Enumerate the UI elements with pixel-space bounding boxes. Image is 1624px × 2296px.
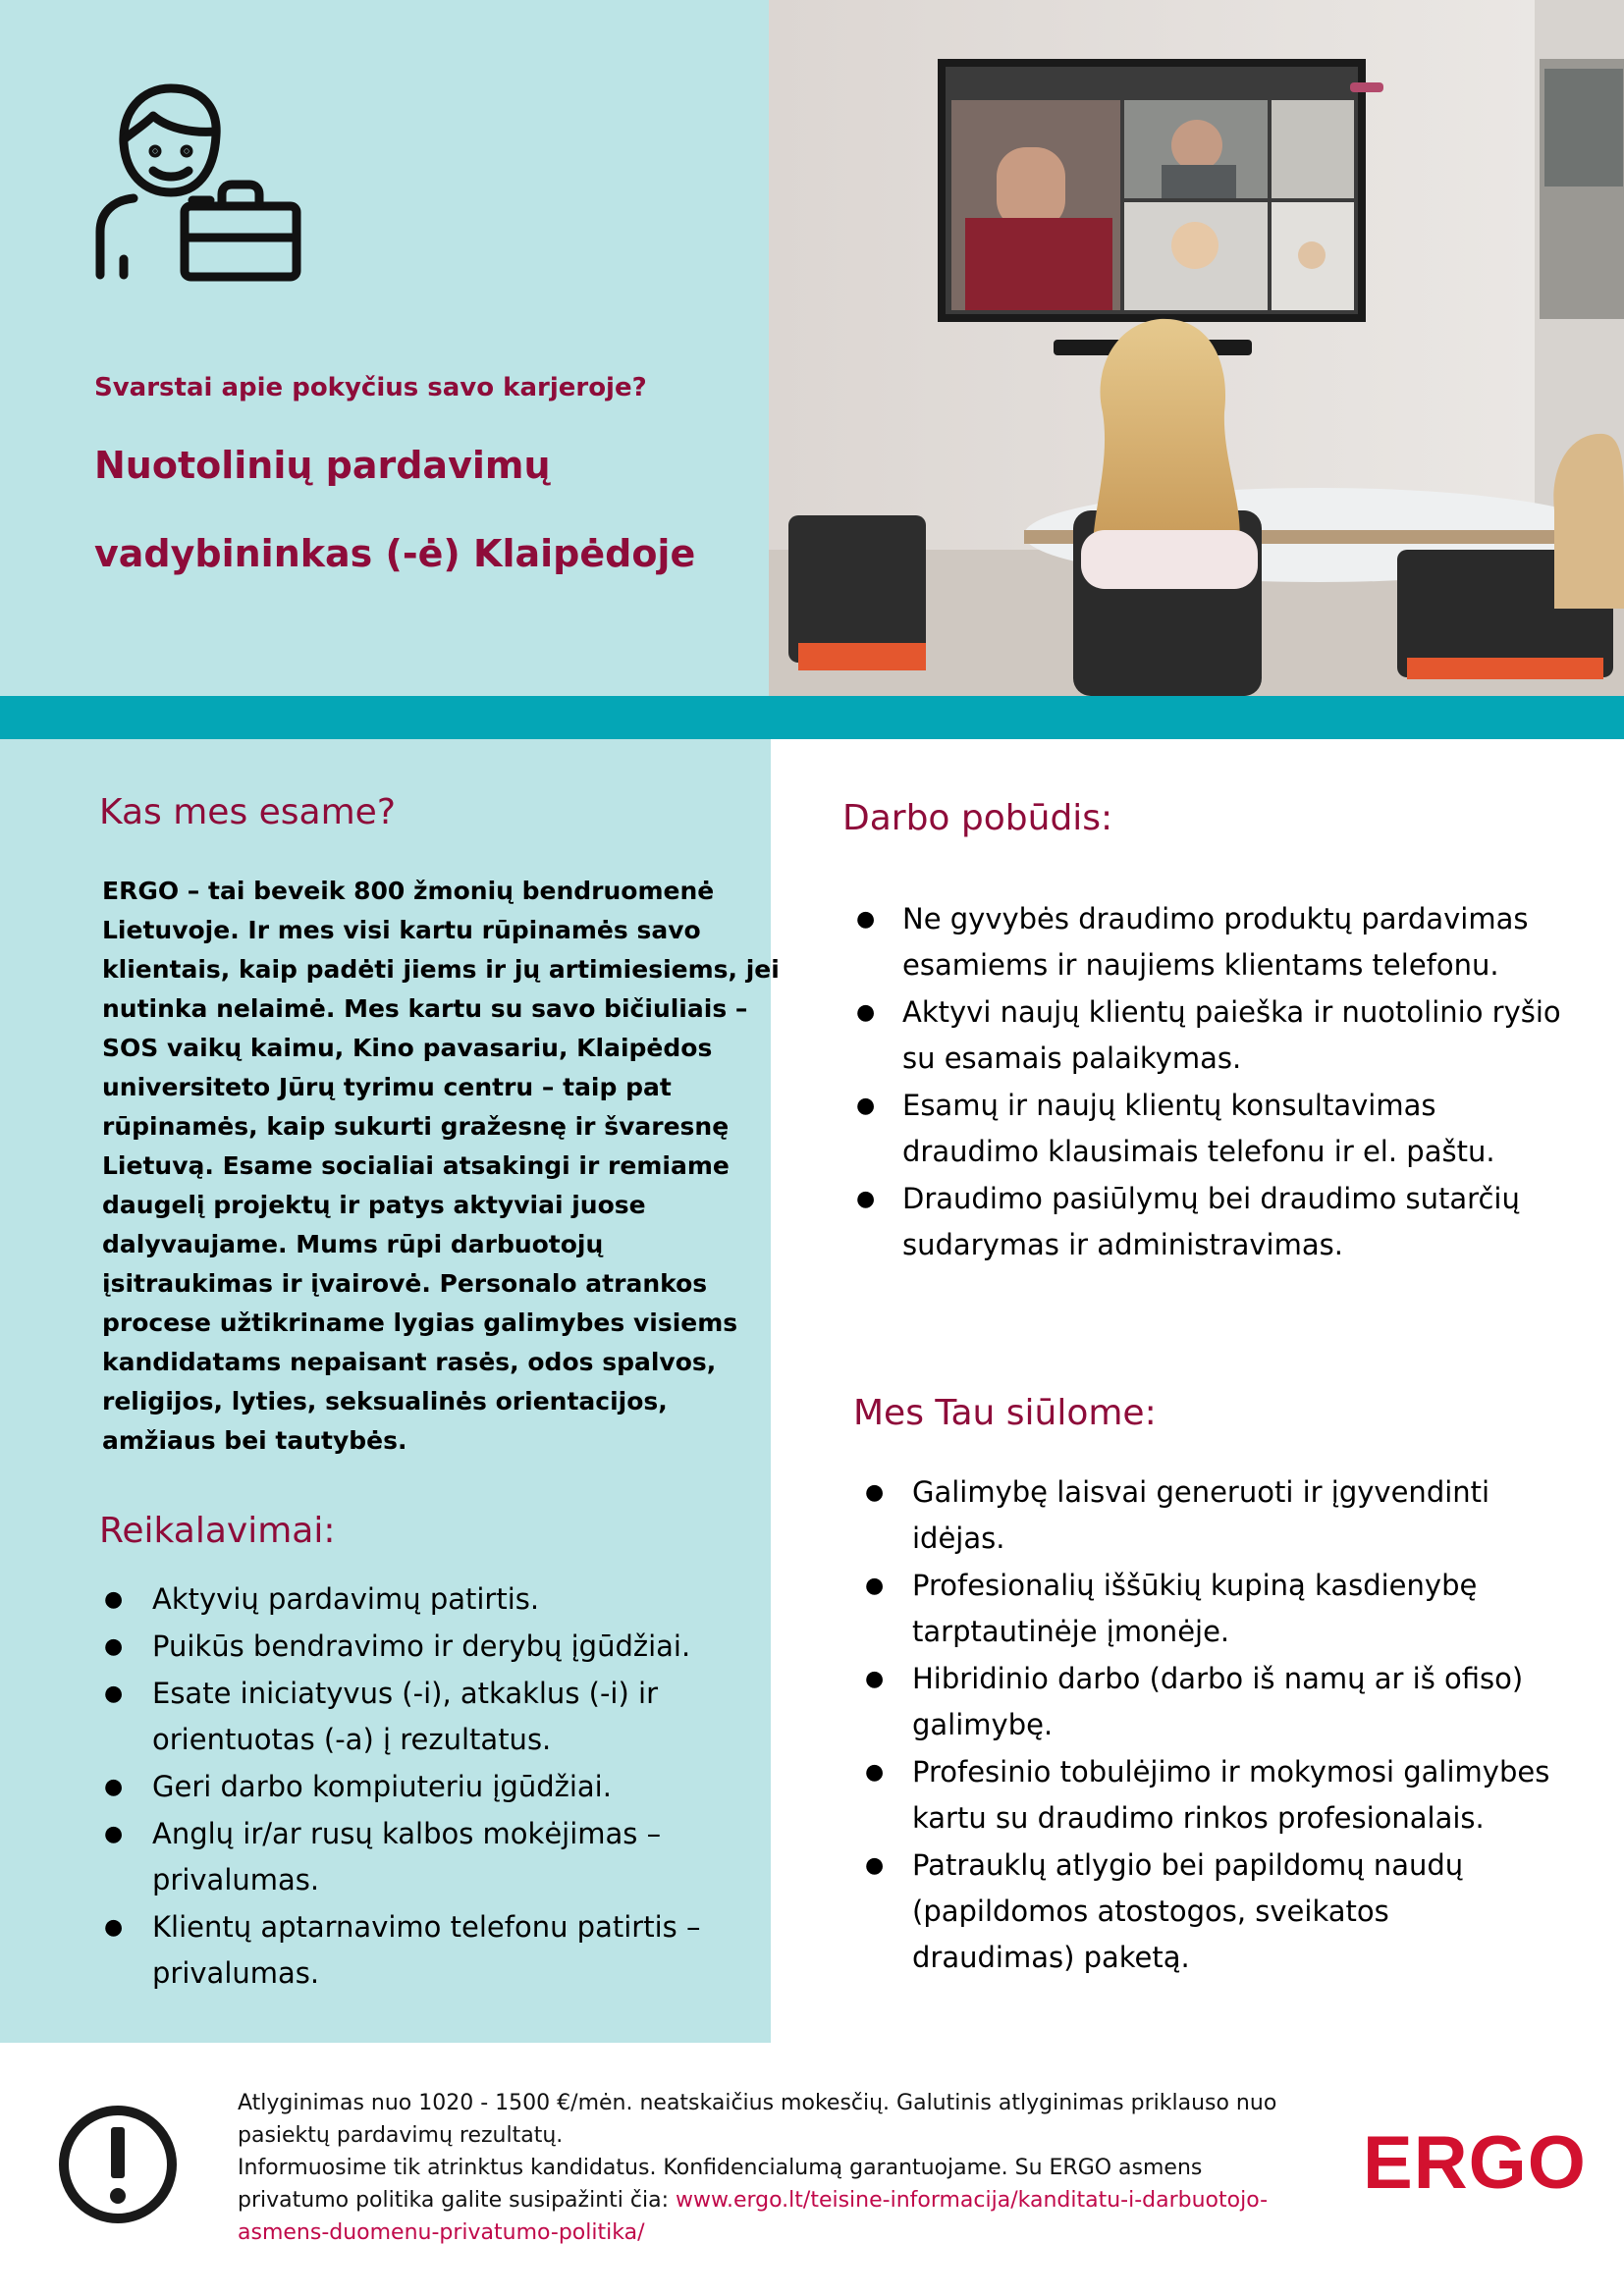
about-text-line: kandidatams nepaisant rasės, odos spalvos, [102,1348,717,1376]
list-item [856,1083,1563,1175]
bullet-icon: ● [104,1682,124,1706]
list-item [856,989,1563,1082]
list-item-text: draudimas) paketą. [912,1941,1190,1974]
list-item-text: esamiems ir naujiems klientams telefonu. [902,948,1499,982]
confidentiality-text: Informuosime tik atrinktus kandidatus. Konfidencialumą garantuojame. Su ERGO asmens [238,2156,1203,2180]
list-item-text: Draudimo pasiūlymų bei draudimo sutarčių [902,1182,1520,1215]
job-title-line-1: Nuotolinių pardavimų [94,444,551,487]
salary-text: Atlyginimas nuo 1020 - 1500 €/mėn. neatskaičius mokesčių. Galutinis atlyginimas priklauso nuo [238,2091,1277,2115]
work-heading: Darbo pobūdis: [842,798,1113,838]
list-item [865,1656,1572,1748]
list-item-text: Aktyvių pardavimų patirtis. [152,1582,540,1616]
about-text-line: nutinka nelaimė. Mes kartu su savo bičiuliais – [102,994,748,1023]
bullet-icon: ● [865,1480,885,1505]
list-item [865,1842,1572,1981]
list-item-text: Galimybę laisvai generuoti ir įgyvendinti [912,1475,1490,1509]
bullet-icon: ● [104,1822,124,1846]
exclamation-circle-icon [57,2104,179,2225]
list-item [856,1176,1563,1268]
about-text-line: įsitraukimas ir įvairovė. Personalo atrankos [102,1269,708,1298]
bullet-icon: ● [865,1760,885,1785]
about-text-line: amžiaus bei tautybės. [102,1426,407,1455]
about-heading: Kas mes esame? [99,792,396,832]
list-item-text: Aktyvi naujų klientų paieška ir nuotolinio ryšio [902,995,1561,1029]
offer-list [865,1469,1572,1982]
list-item-text: su esamais palaikymas. [902,1041,1242,1075]
list-item [104,1764,752,1810]
bullet-icon: ● [865,1667,885,1691]
about-text-line: universiteto Jūrų tyrimu centru – taip pat [102,1073,672,1101]
about-text-line: religijos, lyties, seksualinės orientacijos, [102,1387,668,1415]
list-item [865,1563,1572,1655]
bullet-icon: ● [104,1775,124,1799]
about-text-line: daugelį projektų ir patys aktyviai juose [102,1191,646,1219]
bullet-icon: ● [856,1094,876,1118]
privacy-policy-link[interactable]: www.ergo.lt/teisine-informacija/kanditatu-i-darbuotojo- [675,2188,1269,2213]
list-item-text: Puikūs bendravimo ir derybų įgūdžiai. [152,1629,691,1663]
list-item [104,1904,752,1997]
bullet-icon: ● [856,907,876,932]
list-item [104,1576,752,1623]
bullet-icon: ● [104,1634,124,1659]
list-item [856,896,1563,988]
list-item-text: Patrauklų atlygio bei papildomų naudų [912,1848,1464,1882]
bullet-icon: ● [104,1587,124,1612]
about-text-line: ERGO – tai beveik 800 žmonių bendruomenė [102,877,715,905]
job-title-line-2: vadybininkas (-ė) Klaipėdoje [94,532,696,575]
about-text-line: dalyvaujame. Mums rūpi darbuotojų [102,1230,604,1258]
bullet-icon: ● [865,1853,885,1878]
list-item-text: privalumas. [152,1956,320,1990]
list-item-text: Hibridinio darbo (darbo iš namų ar iš ofiso) [912,1662,1524,1695]
list-item-text: Profesionalių iššūkių kupiną kasdienybę [912,1569,1478,1602]
list-item [865,1469,1572,1562]
offer-heading: Mes Tau siūlome: [853,1393,1157,1433]
list-item-text: Anglų ir/ar rusų kalbos mokėjimas – [152,1817,662,1850]
list-item-text: galimybę. [912,1708,1054,1741]
about-text-line: rūpinamės, kaip sukurti gražesnę ir švaresnę [102,1112,730,1141]
list-item-text: (papildomos atostogos, sveikatos [912,1895,1389,1928]
list-item-text: Profesinio tobulėjimo ir mokymosi galimybes [912,1755,1550,1789]
bullet-icon: ● [104,1915,124,1940]
list-item-text: privalumas. [152,1863,320,1896]
about-text-line: procese užtikriname lygias galimybes visiems [102,1308,738,1337]
list-item-text: sudarymas ir administravimas. [902,1228,1343,1261]
bullet-icon: ● [865,1574,885,1598]
person-with-briefcase-icon [94,82,302,285]
list-item [865,1749,1572,1842]
privacy-text-label: privatumo politika galite susipažinti čia: [238,2188,676,2213]
privacy-policy-link-cont[interactable]: asmens-duomenu-privatumo-politika/ [238,2220,645,2245]
bullet-icon: ● [856,1187,876,1211]
list-item-text: Esamų ir naujų klientų konsultavimas [902,1089,1436,1122]
list-item-text: draudimo klausimais telefonu ir el. paštu. [902,1135,1495,1168]
salary-text-cont: pasiektų pardavimų rezultatų. [238,2123,564,2148]
privacy-text [238,2188,1268,2213]
list-item-text: idėjas. [912,1522,1005,1555]
list-item [104,1671,752,1763]
bullet-icon: ● [856,1000,876,1025]
list-item-text: Ne gyvybės draudimo produktų pardavimas [902,902,1529,935]
list-item-text: Esate iniciatyvus (-i), atkaklus (-i) ir [152,1677,658,1710]
requirements-heading: Reikalavimai: [99,1511,336,1551]
list-item-text: Klientų aptarnavimo telefonu patirtis – [152,1910,701,1944]
tagline: Svarstai apie pokyčius savo karjeroje? [94,373,647,402]
about-text-line: SOS vaikų kaimu, Kino pavasariu, Klaipėdos [102,1034,713,1062]
list-item-text: kartu su draudimo rinkos profesionalais. [912,1801,1485,1835]
about-text-line: Lietuvą. Esame socialiai atsakingi ir remiame [102,1151,730,1180]
divider-band [0,696,1624,739]
requirements-list [104,1576,752,1998]
list-item-text: Geri darbo kompiuteriu įgūdžiai. [152,1770,612,1803]
ergo-logo: ERGO [1363,2121,1587,2205]
list-item-text: tarptautinėje įmonėje. [912,1615,1230,1648]
video-call-photo [769,0,1624,696]
about-text-line: klientais, kaip padėti jiems ir jų artimiesiems, jei [102,955,780,984]
list-item-text: orientuotas (-a) į rezultatus. [152,1723,552,1756]
list-item [104,1624,752,1670]
work-list [856,896,1563,1269]
about-text-line: Lietuvoje. Ir mes visi kartu rūpinamės savo [102,916,701,944]
list-item [104,1811,752,1903]
